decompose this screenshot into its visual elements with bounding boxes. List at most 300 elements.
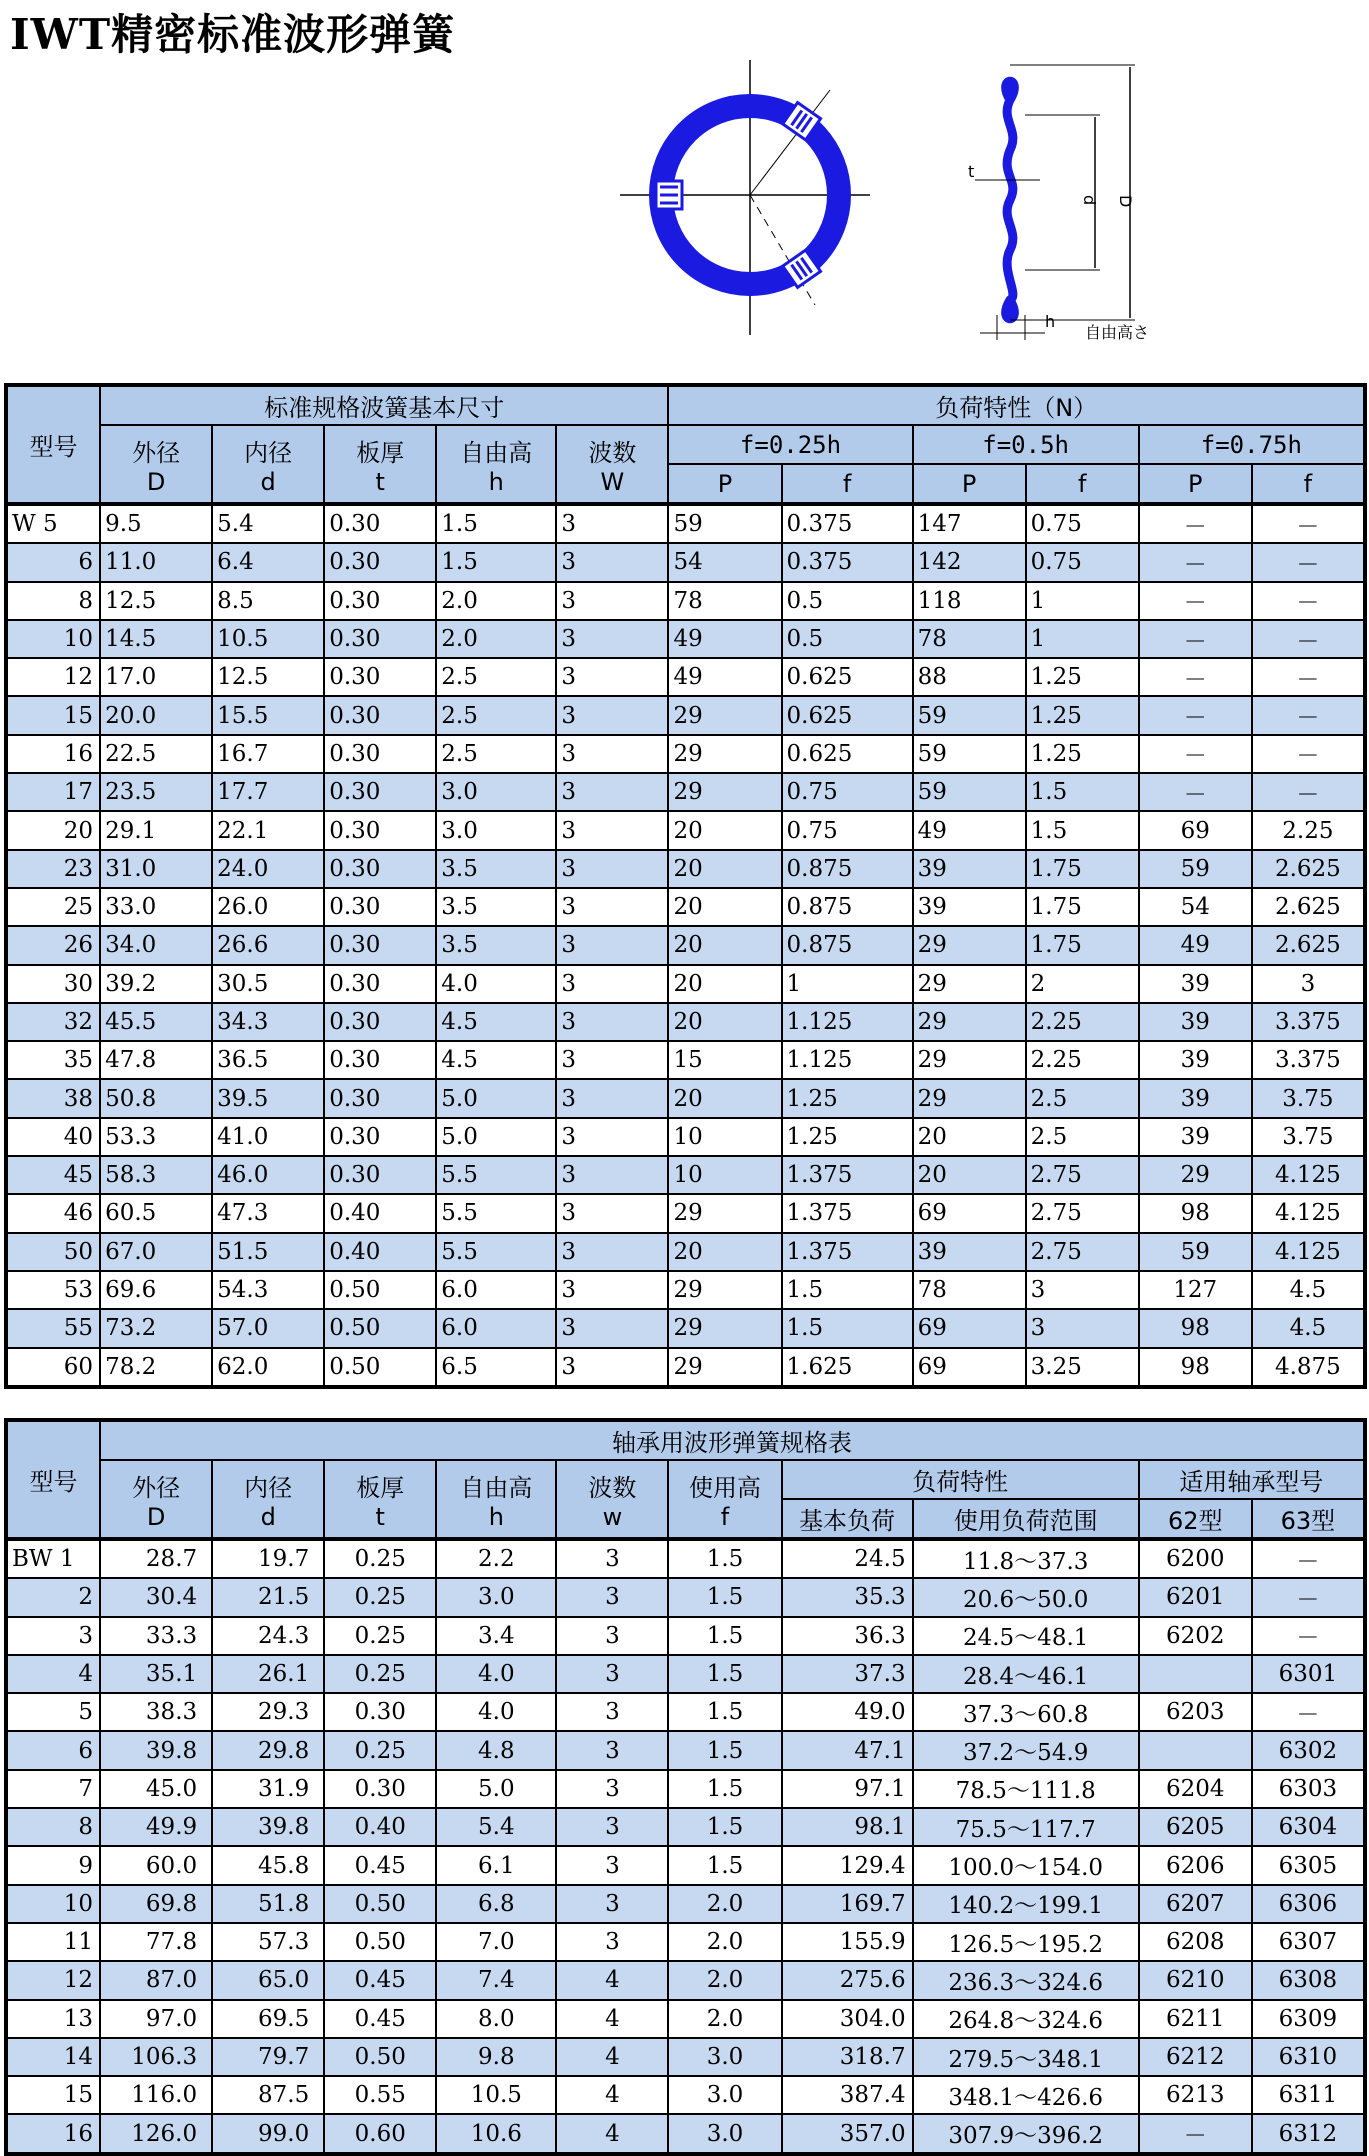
table-cell: 0.45 [324, 2000, 436, 2038]
table-cell: 4 [556, 1961, 668, 1999]
table-cell: 6306 [1252, 1885, 1365, 1923]
table-row [6, 1309, 1365, 1347]
table-cell: 6206 [1139, 1846, 1252, 1884]
table-cell: 1.5 [668, 1846, 781, 1884]
table-row [6, 1041, 1365, 1079]
cell-model: 4 [6, 1655, 100, 1693]
cell-model: 8 [6, 1808, 100, 1846]
table-cell: 4.0 [436, 1693, 556, 1731]
table-cell: 10.5 [212, 620, 324, 658]
table-cell: 3 [556, 582, 668, 620]
table-cell: 387.4 [782, 2076, 913, 2114]
table-cell: 3 [556, 1885, 668, 1923]
table-cell: 3 [556, 773, 668, 811]
table-cell: 59 [913, 696, 1026, 734]
table-cell: 34.3 [212, 1003, 324, 1041]
table-row [6, 2000, 1365, 2038]
table-cell: 0.5 [782, 620, 913, 658]
table-cell: 14.5 [100, 620, 212, 658]
cell-model: 9 [6, 1846, 100, 1884]
table-cell: 8.0 [436, 2000, 556, 2038]
table-row [6, 1194, 1365, 1232]
table-cell: 4.125 [1252, 1233, 1365, 1271]
table-cell: 45.5 [100, 1003, 212, 1041]
table-cell: 4.0 [436, 1655, 556, 1693]
table-cell: 0.50 [324, 2038, 436, 2076]
table-cell: 0.30 [324, 773, 436, 811]
table-cell: 51.5 [212, 1233, 324, 1271]
table-row [6, 1156, 1365, 1194]
col-f: f [782, 464, 913, 504]
col-p: P [1139, 464, 1252, 504]
table-cell: 1.5 [782, 1271, 913, 1309]
table-cell: 3 [556, 1348, 668, 1387]
table-cell: 3 [1026, 1309, 1139, 1347]
table-cell: 3 [556, 1041, 668, 1079]
table-cell: 20 [668, 965, 781, 1003]
table-row [6, 850, 1365, 888]
table-cell: 0.625 [782, 696, 913, 734]
table-cell: 39.8 [100, 1731, 212, 1769]
table-cell: － [1139, 2114, 1252, 2153]
table-cell: 10.6 [436, 2114, 556, 2153]
table-cell: 2.0 [668, 1885, 781, 1923]
table-cell: 2 [1026, 965, 1139, 1003]
table-row [6, 1233, 1365, 1271]
table-cell: 126.5～195.2 [913, 1923, 1139, 1961]
table-cell: － [1252, 1617, 1365, 1655]
table-cell: 47.3 [212, 1194, 324, 1232]
table-cell: 3 [556, 1731, 668, 1769]
table-cell: 2.5 [436, 658, 556, 696]
table-cell: 46.0 [212, 1156, 324, 1194]
table-cell: 3 [556, 1079, 668, 1117]
table-cell: 6305 [1252, 1846, 1365, 1884]
table-cell: 21.5 [212, 1578, 324, 1616]
table-cell: 98.1 [782, 1808, 913, 1846]
table-cell: 39 [1139, 1079, 1252, 1117]
table-cell: 2.5 [1026, 1079, 1139, 1117]
col-p: P [668, 464, 781, 504]
cell-model: 16 [6, 2114, 100, 2153]
table-cell: 4.875 [1252, 1348, 1365, 1387]
table-cell: 3 [556, 696, 668, 734]
table-cell: 3 [1026, 1271, 1139, 1309]
table-cell: 0.60 [324, 2114, 436, 2153]
table-cell: 1 [1026, 620, 1139, 658]
table-cell: 24.5～48.1 [913, 1617, 1139, 1655]
table-cell: 0.30 [324, 504, 436, 543]
table-cell: 78 [668, 582, 781, 620]
cell-model: 10 [6, 1885, 100, 1923]
table-cell: 79.7 [212, 2038, 324, 2076]
table-cell: 23.5 [100, 773, 212, 811]
table-cell: 3 [556, 1539, 668, 1578]
cell-model: 15 [6, 696, 100, 734]
table-cell: 49 [668, 658, 781, 696]
table-cell: 129.4 [782, 1846, 913, 1884]
table-cell: 2.75 [1026, 1156, 1139, 1194]
cell-model: 25 [6, 888, 100, 926]
table-cell: 5.5 [436, 1156, 556, 1194]
table-cell: 5.5 [436, 1233, 556, 1271]
table-cell: 2.75 [1026, 1194, 1139, 1232]
table-cell: 0.30 [324, 926, 436, 964]
side-view [968, 65, 1149, 342]
table-cell: 6.4 [212, 543, 324, 581]
table-cell: 31.9 [212, 1770, 324, 1808]
table-cell: － [1252, 696, 1365, 734]
table-cell: 0.50 [324, 1309, 436, 1347]
table-cell: 6212 [1139, 2038, 1252, 2076]
table-cell: － [1252, 1539, 1365, 1578]
table-cell: 11.0 [100, 543, 212, 581]
table-cell: 45.8 [212, 1846, 324, 1884]
table-cell: 36.5 [212, 1041, 324, 1079]
table-cell: 24.5 [782, 1539, 913, 1578]
table-row [6, 1770, 1365, 1808]
table-row [6, 2076, 1365, 2114]
label-free-height: 自由高さ [1085, 323, 1150, 342]
table-cell: 3 [556, 1194, 668, 1232]
col-type63: 63型 [1252, 1499, 1365, 1539]
table-cell: 59 [668, 504, 781, 543]
table-cell: 1.5 [782, 1309, 913, 1347]
table-cell: 6201 [1139, 1578, 1252, 1616]
table-cell: 3 [556, 1655, 668, 1693]
table-cell: 73.2 [100, 1309, 212, 1347]
table-cell: 4 [556, 2038, 668, 2076]
table-cell: 20.0 [100, 696, 212, 734]
table-cell: 147 [913, 504, 1026, 543]
table-cell: 1.5 [668, 1539, 781, 1578]
table-cell: 39 [1139, 1118, 1252, 1156]
table-cell: 3 [556, 1156, 668, 1194]
table-cell: 0.50 [324, 1348, 436, 1387]
cell-model: 12 [6, 1961, 100, 1999]
table-cell: 0.30 [324, 1770, 436, 1808]
table-cell: 31.0 [100, 850, 212, 888]
wave-spring-drawing [600, 55, 1220, 355]
table-cell: 53.3 [100, 1118, 212, 1156]
table-cell: 9.5 [100, 504, 212, 543]
table-cell: 0.30 [324, 1693, 436, 1731]
table-cell: 51.8 [212, 1885, 324, 1923]
table-cell: 87.5 [212, 2076, 324, 2114]
col-type: 型号 [6, 385, 100, 504]
table-cell: 22.1 [212, 811, 324, 849]
table-cell: － [1252, 620, 1365, 658]
table-row [6, 543, 1365, 581]
table-cell: 1.5 [668, 1693, 781, 1731]
table-cell: 169.7 [782, 1885, 913, 1923]
table-cell: 3 [556, 620, 668, 658]
table-cell: 69 [913, 1309, 1026, 1347]
table-cell: 2.5 [436, 735, 556, 773]
table-cell: 0.5 [782, 582, 913, 620]
table-cell: 39.2 [100, 965, 212, 1003]
table-cell: 1.25 [782, 1079, 913, 1117]
table-cell: 0.375 [782, 543, 913, 581]
table-row [6, 620, 1365, 658]
table-cell: － [1252, 773, 1365, 811]
table-cell: 4.8 [436, 1731, 556, 1769]
table-cell: 1.375 [782, 1194, 913, 1232]
table-cell: 6302 [1252, 1731, 1365, 1769]
table-row [6, 1885, 1365, 1923]
table-cell: 98 [1139, 1348, 1252, 1387]
table-cell: 30.5 [212, 965, 324, 1003]
table-cell: 29 [668, 1271, 781, 1309]
table-cell: 6.0 [436, 1309, 556, 1347]
table-cell: 50.8 [100, 1079, 212, 1117]
table-cell: 88 [913, 658, 1026, 696]
table-cell: 59 [1139, 850, 1252, 888]
table-cell: 142 [913, 543, 1026, 581]
table-cell: 20 [668, 850, 781, 888]
table-cell: 0.30 [324, 1079, 436, 1117]
table-cell: 7.4 [436, 1961, 556, 1999]
table-cell: － [1139, 696, 1252, 734]
table-cell: 0.30 [324, 965, 436, 1003]
table-cell: 4.5 [436, 1003, 556, 1041]
table-row [6, 1271, 1365, 1309]
table-cell: － [1252, 543, 1365, 581]
table-cell: 10 [668, 1156, 781, 1194]
table-cell: 6303 [1252, 1770, 1365, 1808]
table-cell: 126.0 [100, 2114, 212, 2153]
cell-model: 6 [6, 1731, 100, 1769]
table-cell: 348.1～426.6 [913, 2076, 1139, 2114]
table-cell: 3 [556, 965, 668, 1003]
table-cell: 17.0 [100, 658, 212, 696]
table-cell: 1.375 [782, 1233, 913, 1271]
table-cell: 5.5 [436, 1194, 556, 1232]
table-cell: 318.7 [782, 2038, 913, 2076]
table-cell: 57.0 [212, 1309, 324, 1347]
table-cell: 45.0 [100, 1770, 212, 1808]
table-cell: 39 [1139, 965, 1252, 1003]
table-cell [1139, 1731, 1252, 1769]
table-cell: 28.7 [100, 1539, 212, 1578]
table-cell: 5.0 [436, 1079, 556, 1117]
table-row [6, 2114, 1365, 2153]
table-cell: 39 [1139, 1041, 1252, 1079]
table-cell: 0.45 [324, 1846, 436, 1884]
table-cell: 0.875 [782, 850, 913, 888]
table-cell: 0.40 [324, 1194, 436, 1232]
table-cell: 29.1 [100, 811, 212, 849]
table-cell: 0.30 [324, 735, 436, 773]
table-cell: 2.25 [1252, 811, 1365, 849]
table-cell: － [1252, 582, 1365, 620]
table-cell: 1.5 [1026, 773, 1139, 811]
table-cell: 24.0 [212, 850, 324, 888]
table-cell: 29.8 [212, 1731, 324, 1769]
table-cell: 58.3 [100, 1156, 212, 1194]
table-row [6, 1578, 1365, 1616]
table-cell: 2.25 [1026, 1003, 1139, 1041]
table-cell: 0.75 [782, 773, 913, 811]
table-cell: 6310 [1252, 2038, 1365, 2076]
table-cell: 37.3 [782, 1655, 913, 1693]
table-cell: 6308 [1252, 1961, 1365, 1999]
table-cell: － [1252, 658, 1365, 696]
table-cell: 116.0 [100, 2076, 212, 2114]
cell-model: 14 [6, 2038, 100, 2076]
table-cell: 20 [913, 1118, 1026, 1156]
col-type: 型号 [6, 1420, 100, 1539]
table-row [6, 1079, 1365, 1117]
cell-model: 17 [6, 773, 100, 811]
table-row [6, 1961, 1365, 1999]
table-cell: 29.3 [212, 1693, 324, 1731]
table-cell: 0.30 [324, 543, 436, 581]
cell-model: 32 [6, 1003, 100, 1041]
table-cell: 3.25 [1026, 1348, 1139, 1387]
table-cell: 0.30 [324, 811, 436, 849]
table-cell: 1.25 [1026, 735, 1139, 773]
table-row [6, 1617, 1365, 1655]
table-cell: 3.75 [1252, 1079, 1365, 1117]
cell-model: 15 [6, 2076, 100, 2114]
col-load-range: 使用负荷范围 [913, 1499, 1139, 1539]
table-cell: 78 [913, 1271, 1026, 1309]
table-cell: 0.30 [324, 1003, 436, 1041]
cell-model: 46 [6, 1194, 100, 1232]
table-cell: 78.2 [100, 1348, 212, 1387]
table-cell: 304.0 [782, 2000, 913, 2038]
table-row [6, 1846, 1365, 1884]
table-cell: 1.5 [668, 1655, 781, 1693]
table-row [6, 2038, 1365, 2076]
table-cell: － [1252, 504, 1365, 543]
table-cell: 16.7 [212, 735, 324, 773]
table-cell: 3 [556, 1923, 668, 1961]
table-cell: 2.5 [1026, 1118, 1139, 1156]
table-cell: 54.3 [212, 1271, 324, 1309]
table-cell: 29 [913, 1079, 1026, 1117]
table-cell: 17.7 [212, 773, 324, 811]
table-cell: 0.30 [324, 582, 436, 620]
table-cell: 6203 [1139, 1693, 1252, 1731]
label-h: h [1045, 312, 1056, 331]
table-cell: 4.125 [1252, 1194, 1365, 1232]
table-cell: 100.0～154.0 [913, 1846, 1139, 1884]
table-cell: 37.3～60.8 [913, 1693, 1139, 1731]
table-cell: 3.5 [436, 926, 556, 964]
col-f: f [1026, 464, 1139, 504]
table-cell: 29 [668, 1309, 781, 1347]
table-cell: 6211 [1139, 2000, 1252, 2038]
wave-spring-standard-table [4, 383, 1367, 1389]
bearing-wave-spring-table [4, 1418, 1367, 2156]
cell-model: W 5 [6, 504, 100, 543]
cell-model: 6 [6, 543, 100, 581]
table-cell: － [1252, 735, 1365, 773]
group-bearing: 适用轴承型号 [1139, 1460, 1365, 1499]
table-cell: 87.0 [100, 1961, 212, 1999]
table-cell: － [1139, 582, 1252, 620]
table-cell: 4.0 [436, 965, 556, 1003]
table-cell: 39.8 [212, 1808, 324, 1846]
table-row [6, 773, 1365, 811]
table-cell: 0.30 [324, 620, 436, 658]
table-cell: 3 [556, 1846, 668, 1884]
table-cell: 155.9 [782, 1923, 913, 1961]
table-cell: 0.30 [324, 1156, 436, 1194]
table-cell: 39 [913, 850, 1026, 888]
table-cell: 3 [556, 850, 668, 888]
table-cell: 0.875 [782, 888, 913, 926]
table-cell: 1.125 [782, 1003, 913, 1041]
table-cell: 29 [668, 735, 781, 773]
table-cell: 3.0 [668, 2076, 781, 2114]
table-cell: 29 [1139, 1156, 1252, 1194]
table-cell: 35.3 [782, 1578, 913, 1616]
table-cell: 3 [556, 658, 668, 696]
table-cell: 77.8 [100, 1923, 212, 1961]
table-cell: 0.50 [324, 1923, 436, 1961]
table-cell: 3 [556, 504, 668, 543]
col-waves: 波数 W [556, 425, 668, 504]
table-cell: 54 [668, 543, 781, 581]
table-cell: 7.0 [436, 1923, 556, 1961]
table-cell: 3.0 [668, 2114, 781, 2153]
table-cell: － [1139, 735, 1252, 773]
table-cell: 6210 [1139, 1961, 1252, 1999]
table-cell: 2.625 [1252, 926, 1365, 964]
cell-model: 30 [6, 965, 100, 1003]
table-cell: 3.0 [436, 1578, 556, 1616]
col-od: 外径 D [100, 1460, 212, 1539]
table-cell: 6312 [1252, 2114, 1365, 2153]
table-cell: 30.4 [100, 1578, 212, 1616]
table-cell: 6207 [1139, 1885, 1252, 1923]
table-cell: 0.30 [324, 1041, 436, 1079]
table-cell: 0.50 [324, 1885, 436, 1923]
table-cell: 49.0 [782, 1693, 913, 1731]
table-cell: 9.8 [436, 2038, 556, 2076]
table-row [6, 926, 1365, 964]
table-cell: 3.375 [1252, 1041, 1365, 1079]
load-025h: f=0.25h [668, 425, 912, 464]
col-waves: 波数 w [556, 1460, 668, 1539]
table-cell: 59 [1139, 1233, 1252, 1271]
table-cell: 29 [913, 926, 1026, 964]
table-cell: 2.625 [1252, 888, 1365, 926]
table-cell: 1.75 [1026, 926, 1139, 964]
table-cell: 3.0 [436, 773, 556, 811]
col-id: 内径 d [212, 1460, 324, 1539]
table-cell: 1.25 [1026, 658, 1139, 696]
table-row [6, 582, 1365, 620]
table-cell: 3 [556, 735, 668, 773]
table-cell: 0.40 [324, 1808, 436, 1846]
table-cell: 0.30 [324, 1118, 436, 1156]
table-cell: 29 [913, 965, 1026, 1003]
table-cell: 39 [1139, 1003, 1252, 1041]
table-cell: 4.5 [1252, 1309, 1365, 1347]
table-cell: 8.5 [212, 582, 324, 620]
table-cell: 20 [668, 1233, 781, 1271]
table-cell: 22.5 [100, 735, 212, 773]
table-cell: 1.5 [436, 504, 556, 543]
table-cell: 97.0 [100, 2000, 212, 2038]
col-thickness: 板厚 t [324, 1460, 436, 1539]
table-cell: 4 [556, 2076, 668, 2114]
table-cell: 0.75 [782, 811, 913, 849]
